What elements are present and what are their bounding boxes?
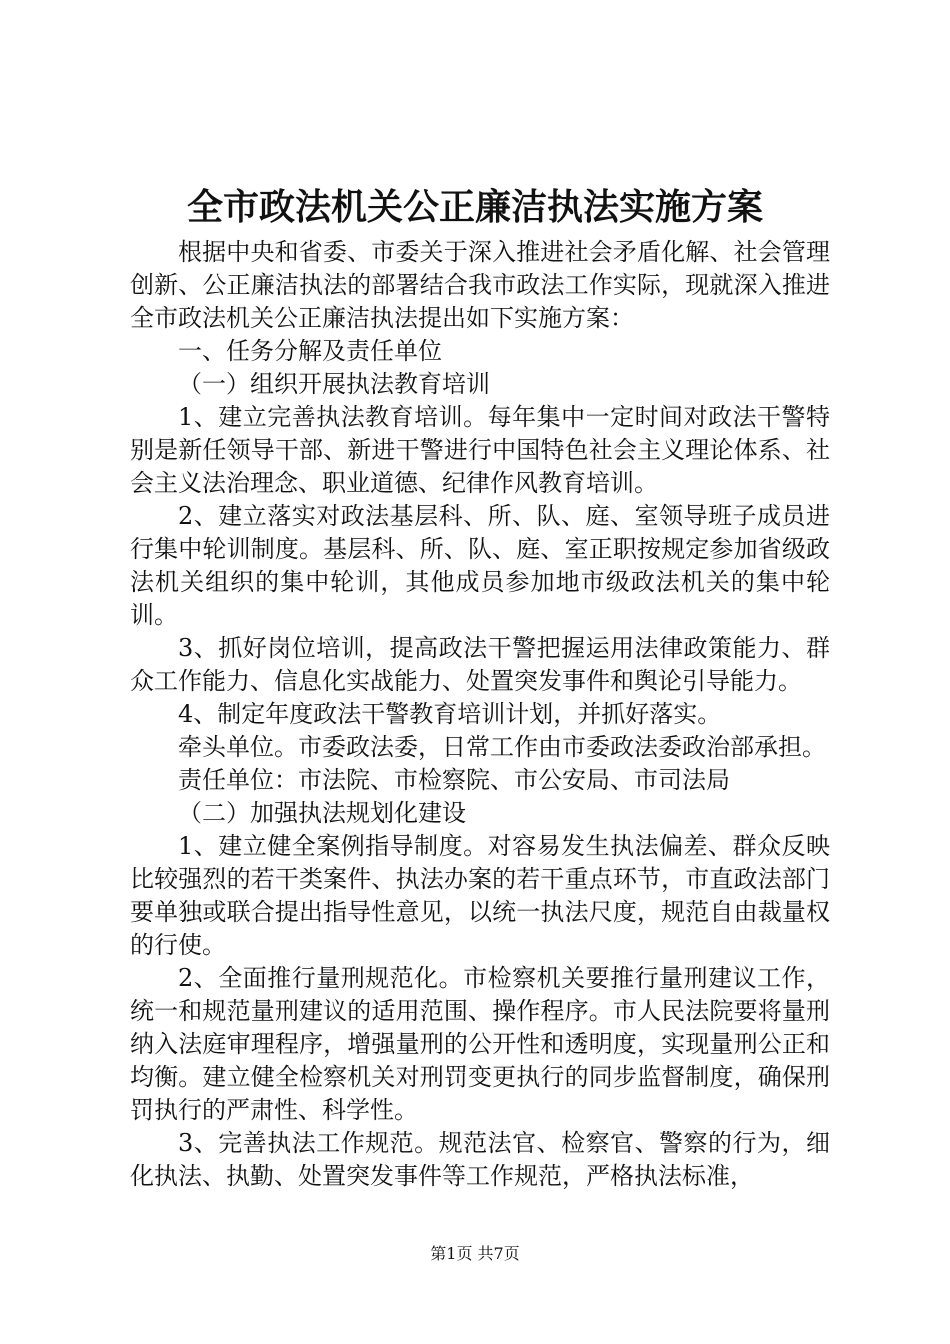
- paragraph-item-1-2: 2、建立落实对政法基层科、所、队、庭、室领导班子成员进行集中轮训制度。基层科、所、队、庭、室正职按规定参加省级政法机关组织的集中轮训，其他成员参加地市级政法机关的集中轮训。: [130, 502, 830, 629]
- paragraph-lead-unit: 牵头单位。市委政法委，日常工作由市委政法委政治部承担。: [178, 733, 826, 761]
- section-heading-1: 一、任务分解及责任单位: [178, 337, 442, 365]
- paragraph-item-1-3: 3、抓好岗位培训，提高政法干警把握运用法律政策能力、群众工作能力、信息化实战能力、处置突发事件和舆论引导能力。: [130, 634, 830, 695]
- paragraph-intro: 根据中央和省委、市委关于深入推进社会矛盾化解、社会管理创新、公正廉洁执法的部署结合我市政法工作实际，现就深入推进全市政法机关公正廉洁执法提出如下实施方案：: [130, 238, 830, 332]
- paragraph-item-1-1: 1、建立完善执法教育培训。每年集中一定时间对政法干警特别是新任领导干部、新进干警进行中国特色社会主义理论体系、社会主义法治理念、职业道德、纪律作风教育培训。: [130, 403, 830, 497]
- document-title: 全市政法机关公正廉洁执法实施方案: [186, 186, 763, 228]
- document-body: [130, 236, 830, 1193]
- paragraph-item-1-4: 4、制定年度政法干警教育培训计划，并抓好落实。: [178, 700, 722, 728]
- subsection-heading-2: （二）加强执法规划化建设: [178, 799, 466, 827]
- page-footer: 第1页 共7页: [430, 1244, 520, 1263]
- paragraph-item-2-2: 2、全面推行量刑规范化。市检察机关要推行量刑建议工作，统一和规范量刑建议的适用范围、操作程序。市人民法院要将量刑纳入法庭审理程序，增强量刑的公开性和透明度，实现量刑公正和均衡。建立健全检察机关对刑罚变更执行的同步监督制度，确保刑罚执行的严肃性、科学性。: [130, 964, 830, 1124]
- paragraph-item-2-3: 3、完善执法工作规范。规范法官、检察官、警察的行为，细化执法、执勤、处置突发事件等工作规范，严格执法标准，: [130, 1129, 830, 1190]
- paragraph-item-2-1: 1、建立健全案例指导制度。对容易发生执法偏差、群众反映比较强烈的若干类案件、执法办案的若干重点环节，市直政法部门要单独或联合提出指导性意见，以统一执法尺度，规范自由裁量权的行使。: [130, 832, 830, 959]
- paragraph-responsible-units: 责任单位：市法院、市检察院、市公安局、市司法局: [178, 766, 730, 794]
- subsection-heading-1: （一）组织开展执法教育培训: [178, 370, 490, 398]
